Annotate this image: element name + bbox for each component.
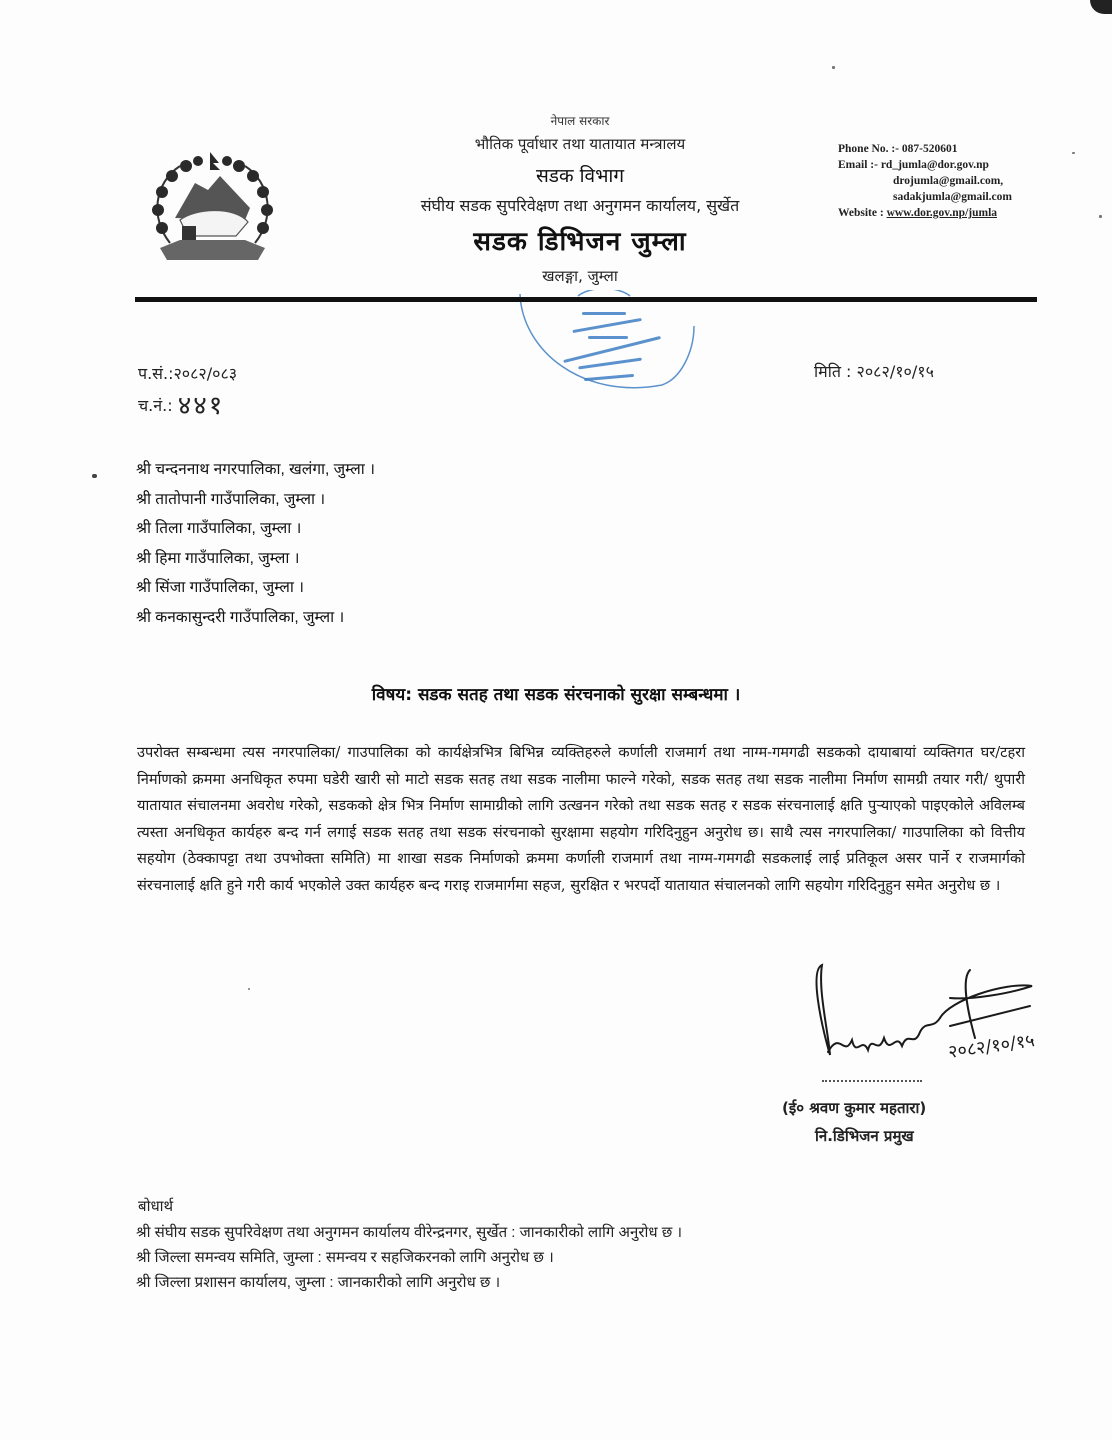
recipient-item: श्री सिंजा गाउँपालिका, जुम्ला ।: [136, 579, 305, 596]
email-line: [838, 157, 1012, 173]
reference-number: [138, 362, 237, 384]
nepal-emblem-icon: [140, 148, 285, 273]
division-name: सडक डिभिजन जुम्ला: [473, 227, 687, 257]
date-label: मिति :: [814, 362, 852, 381]
office-name: संघीय सडक सुपरिवेक्षण तथा अनुगमन कार्यालय, सुर्खेत: [420, 196, 740, 215]
letterhead-divider: [135, 297, 1037, 302]
date-value: २०८२/१०/१५: [856, 362, 934, 381]
cc-item: श्री जिल्ला समन्वय समिति, जुम्ला : समन्वय र सहजिकरनको लागि अनुरोध छ ।: [136, 1249, 554, 1266]
scan-speck: [1099, 215, 1102, 218]
ps-label: प.सं.:: [138, 364, 174, 383]
signature-line: [822, 1080, 922, 1082]
phone-line: [838, 141, 1012, 157]
contact-block: [838, 141, 1012, 221]
email-tertiary[interactable]: sadakjumla@gmail.com: [893, 191, 1012, 203]
signer-title: नि.डिभिजन प्रमुख: [815, 1127, 914, 1145]
recipient-item: श्री तातोपानी गाउँपालिका, जुम्ला ।: [136, 490, 326, 508]
phone-number: 087-520601: [901, 143, 958, 155]
scan-corner-shadow: [1090, 0, 1112, 14]
ps-value: २०८२/०८३: [173, 364, 238, 383]
website-link[interactable]: www.dor.gov.np/jumla: [886, 207, 998, 219]
recipient-item: श्री हिमा गाउँपालिका, जुम्ला ।: [136, 549, 300, 567]
scan-speck: [248, 988, 250, 990]
margin-mark: [92, 474, 97, 478]
office-stamp: [512, 290, 697, 405]
government-name: नेपाल सरकार: [550, 114, 610, 128]
cn-label: च.नं.:: [138, 396, 173, 415]
cc-label: बोधार्थ: [138, 1198, 174, 1215]
cc-item: श्री संघीय सडक सुपरिवेक्षण तथा अनुगमन कार्यालय वीरेन्द्रनगर, सुर्खेत : जानकारीको लागि अनुरोध छ ।: [136, 1224, 683, 1241]
office-location: खलङ्गा, जुम्ला: [542, 267, 618, 285]
email-primary[interactable]: rd_jumla@dor.gov.np: [880, 159, 989, 171]
email-secondary[interactable]: drojumla@gmail.com,: [893, 175, 1004, 187]
website-line: [838, 205, 1012, 221]
cn-value: ४४१: [177, 391, 225, 421]
ministry-name: भौतिक पूर्वाधार तथा यातायात मन्त्रालय: [474, 135, 686, 153]
recipient-list: [136, 455, 375, 632]
recipient-item: श्री चन्दननाथ नगरपालिका, खलंगा, जुम्ला ।: [136, 461, 375, 478]
phone-label: Phone No. :-: [838, 143, 900, 155]
dispatch-number: [138, 386, 224, 422]
scan-speck: [832, 66, 835, 69]
letter-body: उपरोक्त सम्बन्धमा त्यस नगरपालिका/ गाउपालिका को कार्यक्षेत्रभित्र बिभिन्न व्यक्तिहरुले कर्णाली राजमार्ग तथा नाग्म-गमगढी सडकको दायाबायां व्यक्तिगत घर/टहरा निर्माणको क्रममा अनधिकृत रुपमा घडेरी खारी सो माटो सडक सतह तथा सडक नालीमा फाल्ने गरेको, सडक सतह तथा सडक नालीमा निर्माण सामग्री तयार गरी/ थुपारी यातायात संचालनमा अवरोध गरेको, सडकको क्षेत्र भित्र निर्माण सामाग्रीको लागि उत्खनन गरेको तथा सडक सतह र सडक संरचनालाई क्षति पुर्‍याएको पाइएकोले अविलम्ब त्यस्ता अनधिकृत कार्यहरु बन्द गर्न लगाई सडक सतह तथा सडक संरचनाको सुरक्षामा सहयोग गरिदिनुहुन अनुरोध छ। साथै त्यस नगरपालिका/ गाउपालिका को वित्तीय सहयोग (ठेक्कापट्टा तथा उपभोक्ता समिति) मा शाखा सडक निर्माणको क्रममा कर्णाली राजमार्ग तथा नाग्म-गमगढी सडकलाई लाई प्रतिकूल असर पार्ने र राजमार्गको संरचनालाई क्षति हुने गरी कार्य भएकोले उक्त कार्यहरु बन्द गराइ राजमार्गमा सहज, सुरक्षित र भरपर्दो यातायात संचालनको लागि सहयोग गरिदिनुहुन समेत अनुरोध छ ।: [137, 744, 1025, 894]
cc-list: [136, 1220, 682, 1295]
signer-name: (ई० श्रवण कुमार महतारा): [782, 1099, 927, 1117]
letter-date: [814, 360, 934, 382]
recipient-item: श्री तिला गाउँपालिका, जुम्ला ।: [136, 520, 302, 537]
signature-date: २०८२/१०/१५: [946, 1030, 1037, 1064]
letter-subject: विषय: सडक सतह तथा सडक संरचनाको सुरक्षा सम्बन्धमा ।: [371, 685, 741, 705]
email-label: Email :-: [838, 159, 878, 171]
scan-speck: [1072, 152, 1075, 154]
website-label: Website :: [838, 207, 884, 219]
recipient-item: श्री कनकासुन्दरी गाउँपालिका, जुम्ला ।: [136, 608, 345, 626]
cc-item: श्री जिल्ला प्रशासन कार्यालय, जुम्ला : जानकारीको लागि अनुरोध छ ।: [136, 1274, 501, 1291]
department-name: सडक विभाग: [535, 165, 625, 187]
